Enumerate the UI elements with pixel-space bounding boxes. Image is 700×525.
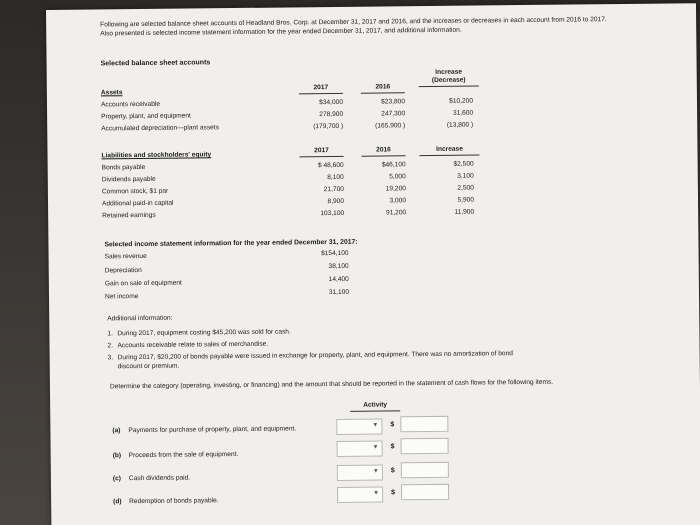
activity-dropdown[interactable] — [337, 486, 383, 502]
value-2016: 3,000 — [389, 197, 407, 205]
row-label: Accounts receivable — [100, 100, 161, 109]
assets-col-2016: 2016 — [361, 83, 405, 93]
liab-col-2017: 2017 — [299, 147, 343, 157]
question-text: Determine the category (operating, investing, or financing) and the amount that should be reported in the statement of cash flows for the following items. — [109, 378, 554, 391]
dollar-sign: $ — [390, 421, 395, 429]
answer-text: Proceeds from the sale of equipment. — [128, 451, 239, 460]
value-2017: $34,000 — [319, 98, 344, 107]
value-2016: $46,100 — [381, 161, 406, 169]
value-2016: 5,000 — [389, 173, 406, 181]
answer-text: Payments for purchase of property, plant, and equipment. — [128, 425, 297, 435]
liab-col-2016: 2016 — [361, 146, 405, 156]
amount-input[interactable] — [401, 438, 449, 455]
row-label: Bonds payable — [101, 163, 146, 172]
value-2016: 247,300 — [381, 110, 406, 118]
answer-letter: (b) — [112, 452, 122, 460]
value-change: 5,900 — [457, 196, 475, 204]
dollar-sign: $ — [390, 443, 395, 451]
dollar-sign: $ — [390, 467, 395, 475]
row-label: Depreciation — [104, 267, 142, 275]
intro-text: Following are selected balance sheet accounts of Headland Bros. Corp. at December 31, 2017 and 2016, and the increases or decreases in each account from 2016 to 2017. Also presented is selected income statement information for the year ended December 31, 2017, and additional information. — [100, 16, 607, 38]
answer-letter: (d) — [113, 498, 122, 506]
value-change: $10,200 — [449, 97, 474, 105]
item-text-continued: discount or premium. — [117, 362, 180, 371]
answer-letter: (a) — [112, 427, 121, 435]
row-label: Dividends payable — [101, 175, 156, 184]
activity-dropdown[interactable] — [336, 419, 382, 435]
value-2016: $23,800 — [381, 98, 406, 106]
row-label: Additional paid-in capital — [101, 199, 174, 208]
value-2016: 19,200 — [385, 185, 406, 193]
value-change: $2,500 — [453, 160, 474, 168]
value-2017: 8,900 — [327, 197, 345, 206]
row-label: Common stock, $1 par — [101, 187, 169, 196]
item-number: 1. — [107, 330, 113, 338]
item-text: During 2017, equipment costing $45,200 was sold for cash. — [117, 328, 291, 338]
liabilities-heading: Liabilities and stockholders' equity — [101, 151, 212, 160]
assets-col-decrease: (Decrease) — [419, 76, 479, 86]
dollar-sign: $ — [391, 489, 396, 497]
additional-heading: Additional information: — [107, 314, 173, 323]
worksheet-page — [46, 3, 700, 525]
answer-letter: (c) — [112, 475, 122, 483]
chevron-down-icon: ▼ — [372, 444, 379, 451]
amount-input[interactable] — [401, 462, 449, 479]
amount-input[interactable] — [400, 416, 448, 433]
chevron-down-icon: ▼ — [373, 490, 380, 497]
row-value: 38,100 — [328, 262, 349, 271]
income-heading: Selected income statement information for the year ended December 31, 2017: — [104, 238, 358, 249]
row-label: Sales revenue — [104, 252, 147, 261]
value-change: 2,500 — [457, 184, 474, 192]
row-label: Property, plant, and equipment — [101, 112, 191, 121]
value-2016: 91,200 — [385, 209, 407, 217]
value-change: (13,800 ) — [446, 121, 474, 129]
assets-col-2017: 2017 — [299, 84, 343, 94]
section-title: Selected balance sheet accounts — [100, 59, 211, 68]
value-2017: 278,900 — [319, 110, 344, 119]
row-label: Net income — [104, 293, 139, 301]
row-value: 14,400 — [328, 275, 349, 284]
value-2016: (165,900 ) — [375, 122, 406, 130]
value-2017: 21,700 — [323, 185, 344, 194]
activity-dropdown[interactable] — [337, 440, 383, 456]
assets-col-increase: Increase — [435, 68, 463, 76]
amount-input[interactable] — [401, 484, 449, 501]
answer-text: Redemption of bonds payable. — [129, 497, 219, 506]
answer-text: Cash dividends paid. — [128, 474, 191, 483]
liab-col-increase: Increase — [419, 145, 479, 155]
row-value: $154,100 — [321, 249, 349, 258]
assets-heading: Assets — [100, 89, 123, 97]
value-2017: $ 48,600 — [317, 161, 344, 170]
item-number: 2. — [107, 342, 114, 350]
value-change: 3,100 — [457, 172, 474, 180]
chevron-down-icon: ▼ — [372, 468, 379, 475]
item-number: 3. — [107, 354, 114, 362]
activity-column-header: Activity — [350, 401, 400, 411]
row-value: 31,100 — [328, 288, 350, 297]
row-label: Gain on sale of equipment — [104, 279, 182, 288]
row-label: Retained earnings — [102, 211, 156, 220]
value-2017: 8,100 — [327, 173, 344, 182]
value-2017: (179,700 ) — [313, 122, 344, 131]
value-2017: 103,100 — [320, 209, 345, 218]
item-text: During 2017, $20,200 of bonds payable were issued in exchange for property, plant, and equipment. There was no amortization of bond — [117, 350, 513, 362]
activity-dropdown[interactable] — [337, 464, 383, 480]
value-change: 11,900 — [454, 208, 475, 216]
item-text: Accounts receivable relate to sales of merchandise. — [117, 340, 269, 350]
row-label: Accumulated depreciation—plant assets — [101, 124, 219, 133]
value-change: 31,600 — [452, 109, 474, 117]
chevron-down-icon: ▼ — [372, 422, 379, 429]
